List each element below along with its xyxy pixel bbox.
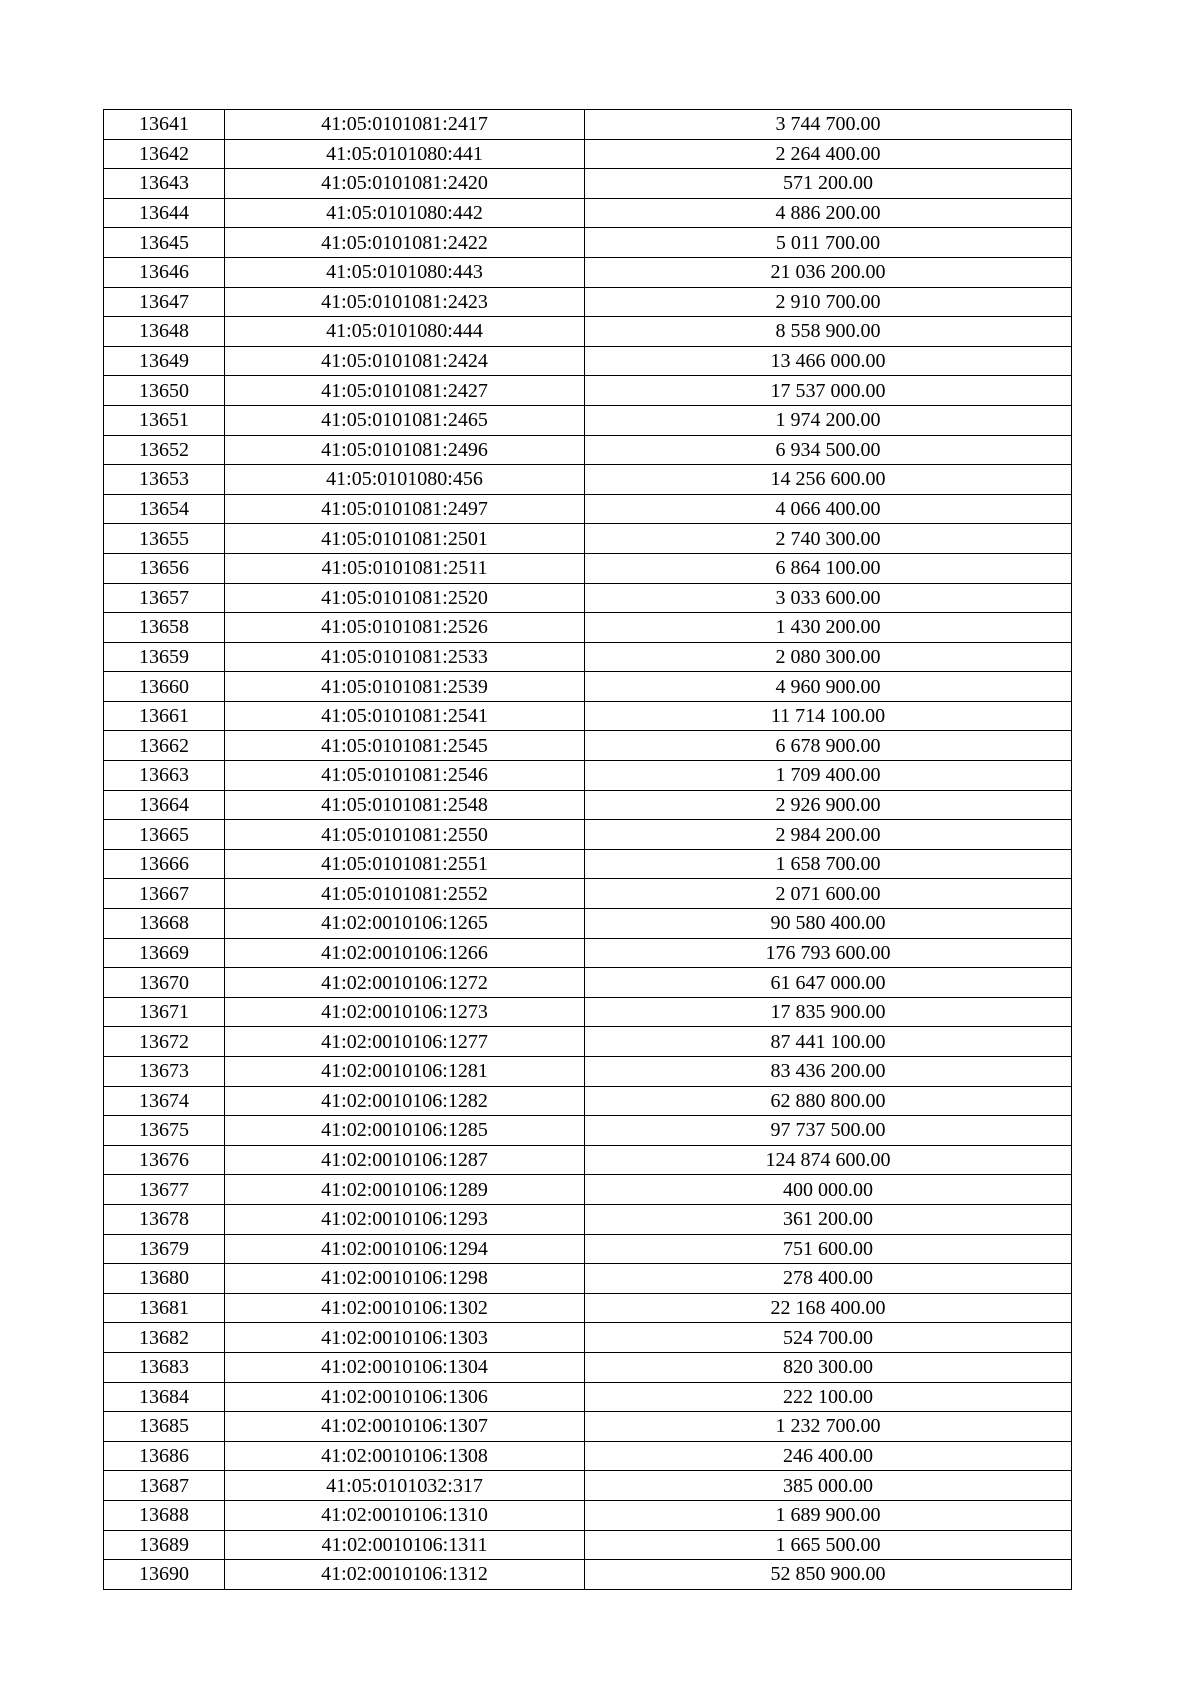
row-number-cell: 13649 xyxy=(104,346,225,376)
row-number-cell: 13674 xyxy=(104,1086,225,1116)
cadastral-value-cell: 62 880 800.00 xyxy=(585,1086,1072,1116)
table-row xyxy=(104,465,1072,495)
cadastral-value-cell: 278 400.00 xyxy=(585,1264,1072,1294)
cadastral-value-cell: 83 436 200.00 xyxy=(585,1057,1072,1087)
row-number-cell: 13644 xyxy=(104,198,225,228)
row-number-cell: 13656 xyxy=(104,553,225,583)
cadastral-number-cell: 41:05:0101081:2550 xyxy=(225,820,585,850)
cadastral-value-cell: 385 000.00 xyxy=(585,1471,1072,1501)
row-number-cell: 13675 xyxy=(104,1116,225,1146)
cadastral-value-cell: 571 200.00 xyxy=(585,169,1072,199)
cadastral-number-cell: 41:02:0010106:1294 xyxy=(225,1234,585,1264)
table-row xyxy=(104,169,1072,199)
cadastral-number-cell: 41:02:0010106:1303 xyxy=(225,1323,585,1353)
row-number-cell: 13641 xyxy=(104,110,225,140)
cadastral-value-cell: 61 647 000.00 xyxy=(585,968,1072,998)
row-number-cell: 13654 xyxy=(104,494,225,524)
row-number-cell: 13679 xyxy=(104,1234,225,1264)
table-row xyxy=(104,1560,1072,1590)
cadastral-value-cell: 2 926 900.00 xyxy=(585,790,1072,820)
cadastral-number-cell: 41:02:0010106:1293 xyxy=(225,1204,585,1234)
table-row xyxy=(104,553,1072,583)
cadastral-number-cell: 41:02:0010106:1266 xyxy=(225,938,585,968)
table-row xyxy=(104,613,1072,643)
table-row xyxy=(104,1116,1072,1146)
row-number-cell: 13668 xyxy=(104,909,225,939)
row-number-cell: 13642 xyxy=(104,139,225,169)
cadastral-number-cell: 41:05:0101081:2497 xyxy=(225,494,585,524)
cadastral-value-cell: 17 537 000.00 xyxy=(585,376,1072,406)
cadastral-number-cell: 41:05:0101081:2417 xyxy=(225,110,585,140)
table-row xyxy=(104,1057,1072,1087)
cadastral-number-cell: 41:02:0010106:1282 xyxy=(225,1086,585,1116)
cadastral-value-cell: 1 974 200.00 xyxy=(585,405,1072,435)
row-number-cell: 13665 xyxy=(104,820,225,850)
cadastral-value-cell: 2 984 200.00 xyxy=(585,820,1072,850)
table-row xyxy=(104,317,1072,347)
cadastral-number-cell: 41:02:0010106:1289 xyxy=(225,1175,585,1205)
table-row xyxy=(104,879,1072,909)
row-number-cell: 13658 xyxy=(104,613,225,643)
row-number-cell: 13681 xyxy=(104,1293,225,1323)
table-row xyxy=(104,1471,1072,1501)
cadastral-value-cell: 2 264 400.00 xyxy=(585,139,1072,169)
row-number-cell: 13659 xyxy=(104,642,225,672)
cadastral-value-cell: 4 066 400.00 xyxy=(585,494,1072,524)
cadastral-value-cell: 87 441 100.00 xyxy=(585,1027,1072,1057)
table-row xyxy=(104,405,1072,435)
table-row xyxy=(104,1264,1072,1294)
table-row xyxy=(104,790,1072,820)
cadastral-value-cell: 6 678 900.00 xyxy=(585,731,1072,761)
cadastral-number-cell: 41:05:0101081:2501 xyxy=(225,524,585,554)
row-number-cell: 13670 xyxy=(104,968,225,998)
table-row xyxy=(104,198,1072,228)
cadastral-number-cell: 41:05:0101081:2465 xyxy=(225,405,585,435)
cadastral-value-cell: 97 737 500.00 xyxy=(585,1116,1072,1146)
cadastral-number-cell: 41:05:0101081:2511 xyxy=(225,553,585,583)
cadastral-number-cell: 41:05:0101081:2424 xyxy=(225,346,585,376)
cadastral-number-cell: 41:05:0101081:2427 xyxy=(225,376,585,406)
cadastral-value-cell: 6 934 500.00 xyxy=(585,435,1072,465)
table-row xyxy=(104,1204,1072,1234)
cadastral-value-cell: 90 580 400.00 xyxy=(585,909,1072,939)
cadastral-value-cell: 17 835 900.00 xyxy=(585,997,1072,1027)
row-number-cell: 13686 xyxy=(104,1441,225,1471)
cadastral-number-cell: 41:05:0101032:317 xyxy=(225,1471,585,1501)
row-number-cell: 13664 xyxy=(104,790,225,820)
row-number-cell: 13672 xyxy=(104,1027,225,1057)
cadastral-value-cell: 4 960 900.00 xyxy=(585,672,1072,702)
cadastral-number-cell: 41:05:0101081:2539 xyxy=(225,672,585,702)
cadastral-number-cell: 41:05:0101081:2496 xyxy=(225,435,585,465)
cadastral-number-cell: 41:05:0101081:2423 xyxy=(225,287,585,317)
cadastral-value-cell: 2 910 700.00 xyxy=(585,287,1072,317)
cadastral-value-cell: 14 256 600.00 xyxy=(585,465,1072,495)
row-number-cell: 13683 xyxy=(104,1352,225,1382)
row-number-cell: 13680 xyxy=(104,1264,225,1294)
row-number-cell: 13690 xyxy=(104,1560,225,1590)
cadastral-number-cell: 41:05:0101080:456 xyxy=(225,465,585,495)
table-row xyxy=(104,139,1072,169)
cadastral-number-cell: 41:02:0010106:1298 xyxy=(225,1264,585,1294)
table-row xyxy=(104,1382,1072,1412)
row-number-cell: 13669 xyxy=(104,938,225,968)
table-row xyxy=(104,524,1072,554)
cadastral-value-cell: 1 658 700.00 xyxy=(585,849,1072,879)
table-row xyxy=(104,938,1072,968)
table-body xyxy=(104,110,1072,1590)
row-number-cell: 13657 xyxy=(104,583,225,613)
row-number-cell: 13653 xyxy=(104,465,225,495)
cadastral-value-cell: 2 071 600.00 xyxy=(585,879,1072,909)
cadastral-number-cell: 41:02:0010106:1272 xyxy=(225,968,585,998)
row-number-cell: 13678 xyxy=(104,1204,225,1234)
table-row xyxy=(104,968,1072,998)
table-row xyxy=(104,1441,1072,1471)
cadastral-value-cell: 1 430 200.00 xyxy=(585,613,1072,643)
table-row xyxy=(104,1086,1072,1116)
cadastral-number-cell: 41:02:0010106:1310 xyxy=(225,1500,585,1530)
table-row xyxy=(104,1530,1072,1560)
row-number-cell: 13660 xyxy=(104,672,225,702)
table-row xyxy=(104,1145,1072,1175)
row-number-cell: 13650 xyxy=(104,376,225,406)
cadastral-value-table xyxy=(103,109,1072,1590)
table-row xyxy=(104,228,1072,258)
table-row xyxy=(104,1175,1072,1205)
cadastral-value-cell: 400 000.00 xyxy=(585,1175,1072,1205)
cadastral-value-cell: 5 011 700.00 xyxy=(585,228,1072,258)
cadastral-value-cell: 246 400.00 xyxy=(585,1441,1072,1471)
row-number-cell: 13655 xyxy=(104,524,225,554)
cadastral-value-cell: 4 886 200.00 xyxy=(585,198,1072,228)
table-row xyxy=(104,257,1072,287)
cadastral-value-cell: 361 200.00 xyxy=(585,1204,1072,1234)
row-number-cell: 13689 xyxy=(104,1530,225,1560)
row-number-cell: 13684 xyxy=(104,1382,225,1412)
row-number-cell: 13667 xyxy=(104,879,225,909)
row-number-cell: 13643 xyxy=(104,169,225,199)
row-number-cell: 13645 xyxy=(104,228,225,258)
table-row xyxy=(104,1500,1072,1530)
cadastral-value-cell: 3 744 700.00 xyxy=(585,110,1072,140)
table-row xyxy=(104,435,1072,465)
table-row xyxy=(104,642,1072,672)
table-row xyxy=(104,701,1072,731)
cadastral-number-cell: 41:02:0010106:1287 xyxy=(225,1145,585,1175)
cadastral-value-cell: 1 665 500.00 xyxy=(585,1530,1072,1560)
cadastral-value-cell: 2 080 300.00 xyxy=(585,642,1072,672)
row-number-cell: 13682 xyxy=(104,1323,225,1353)
cadastral-number-cell: 41:05:0101080:444 xyxy=(225,317,585,347)
row-number-cell: 13687 xyxy=(104,1471,225,1501)
table-row xyxy=(104,110,1072,140)
row-number-cell: 13671 xyxy=(104,997,225,1027)
table-row xyxy=(104,346,1072,376)
cadastral-value-cell: 1 689 900.00 xyxy=(585,1500,1072,1530)
cadastral-value-cell: 21 036 200.00 xyxy=(585,257,1072,287)
cadastral-value-cell: 1 232 700.00 xyxy=(585,1412,1072,1442)
row-number-cell: 13651 xyxy=(104,405,225,435)
cadastral-number-cell: 41:02:0010106:1302 xyxy=(225,1293,585,1323)
table-row xyxy=(104,1234,1072,1264)
cadastral-number-cell: 41:02:0010106:1307 xyxy=(225,1412,585,1442)
cadastral-value-cell: 52 850 900.00 xyxy=(585,1560,1072,1590)
table-row xyxy=(104,376,1072,406)
cadastral-number-cell: 41:05:0101080:442 xyxy=(225,198,585,228)
cadastral-value-cell: 11 714 100.00 xyxy=(585,701,1072,731)
cadastral-value-cell: 3 033 600.00 xyxy=(585,583,1072,613)
cadastral-number-cell: 41:05:0101081:2422 xyxy=(225,228,585,258)
table-row xyxy=(104,820,1072,850)
cadastral-number-cell: 41:05:0101081:2548 xyxy=(225,790,585,820)
cadastral-number-cell: 41:05:0101081:2520 xyxy=(225,583,585,613)
table-row xyxy=(104,1412,1072,1442)
cadastral-value-cell: 751 600.00 xyxy=(585,1234,1072,1264)
row-number-cell: 13673 xyxy=(104,1057,225,1087)
cadastral-value-cell: 1 709 400.00 xyxy=(585,761,1072,791)
cadastral-number-cell: 41:02:0010106:1277 xyxy=(225,1027,585,1057)
cadastral-value-cell: 8 558 900.00 xyxy=(585,317,1072,347)
table-row xyxy=(104,997,1072,1027)
cadastral-number-cell: 41:02:0010106:1311 xyxy=(225,1530,585,1560)
cadastral-number-cell: 41:02:0010106:1306 xyxy=(225,1382,585,1412)
cadastral-number-cell: 41:05:0101081:2545 xyxy=(225,731,585,761)
row-number-cell: 13676 xyxy=(104,1145,225,1175)
table-row xyxy=(104,1352,1072,1382)
table-row xyxy=(104,583,1072,613)
table-row xyxy=(104,1293,1072,1323)
table-row xyxy=(104,1323,1072,1353)
table-row xyxy=(104,287,1072,317)
table-row xyxy=(104,494,1072,524)
row-number-cell: 13685 xyxy=(104,1412,225,1442)
table-row xyxy=(104,1027,1072,1057)
row-number-cell: 13662 xyxy=(104,731,225,761)
table-row xyxy=(104,672,1072,702)
row-number-cell: 13666 xyxy=(104,849,225,879)
cadastral-number-cell: 41:05:0101081:2546 xyxy=(225,761,585,791)
cadastral-value-cell: 22 168 400.00 xyxy=(585,1293,1072,1323)
cadastral-value-cell: 222 100.00 xyxy=(585,1382,1072,1412)
cadastral-number-cell: 41:02:0010106:1312 xyxy=(225,1560,585,1590)
row-number-cell: 13663 xyxy=(104,761,225,791)
cadastral-number-cell: 41:02:0010106:1308 xyxy=(225,1441,585,1471)
cadastral-number-cell: 41:05:0101081:2420 xyxy=(225,169,585,199)
cadastral-value-cell: 124 874 600.00 xyxy=(585,1145,1072,1175)
row-number-cell: 13652 xyxy=(104,435,225,465)
row-number-cell: 13646 xyxy=(104,257,225,287)
cadastral-number-cell: 41:02:0010106:1281 xyxy=(225,1057,585,1087)
table-row xyxy=(104,731,1072,761)
cadastral-value-cell: 2 740 300.00 xyxy=(585,524,1072,554)
cadastral-number-cell: 41:05:0101080:443 xyxy=(225,257,585,287)
cadastral-value-cell: 6 864 100.00 xyxy=(585,553,1072,583)
cadastral-number-cell: 41:02:0010106:1265 xyxy=(225,909,585,939)
table-row xyxy=(104,909,1072,939)
row-number-cell: 13688 xyxy=(104,1500,225,1530)
cadastral-number-cell: 41:02:0010106:1304 xyxy=(225,1352,585,1382)
table-row xyxy=(104,761,1072,791)
cadastral-number-cell: 41:05:0101081:2541 xyxy=(225,701,585,731)
table-row xyxy=(104,849,1072,879)
cadastral-number-cell: 41:05:0101081:2533 xyxy=(225,642,585,672)
cadastral-number-cell: 41:02:0010106:1285 xyxy=(225,1116,585,1146)
cadastral-value-cell: 524 700.00 xyxy=(585,1323,1072,1353)
cadastral-number-cell: 41:05:0101081:2551 xyxy=(225,849,585,879)
cadastral-value-cell: 820 300.00 xyxy=(585,1352,1072,1382)
row-number-cell: 13647 xyxy=(104,287,225,317)
cadastral-value-cell: 13 466 000.00 xyxy=(585,346,1072,376)
cadastral-value-cell: 176 793 600.00 xyxy=(585,938,1072,968)
row-number-cell: 13648 xyxy=(104,317,225,347)
cadastral-number-cell: 41:05:0101080:441 xyxy=(225,139,585,169)
row-number-cell: 13677 xyxy=(104,1175,225,1205)
cadastral-number-cell: 41:05:0101081:2526 xyxy=(225,613,585,643)
cadastral-number-cell: 41:05:0101081:2552 xyxy=(225,879,585,909)
row-number-cell: 13661 xyxy=(104,701,225,731)
cadastral-number-cell: 41:02:0010106:1273 xyxy=(225,997,585,1027)
